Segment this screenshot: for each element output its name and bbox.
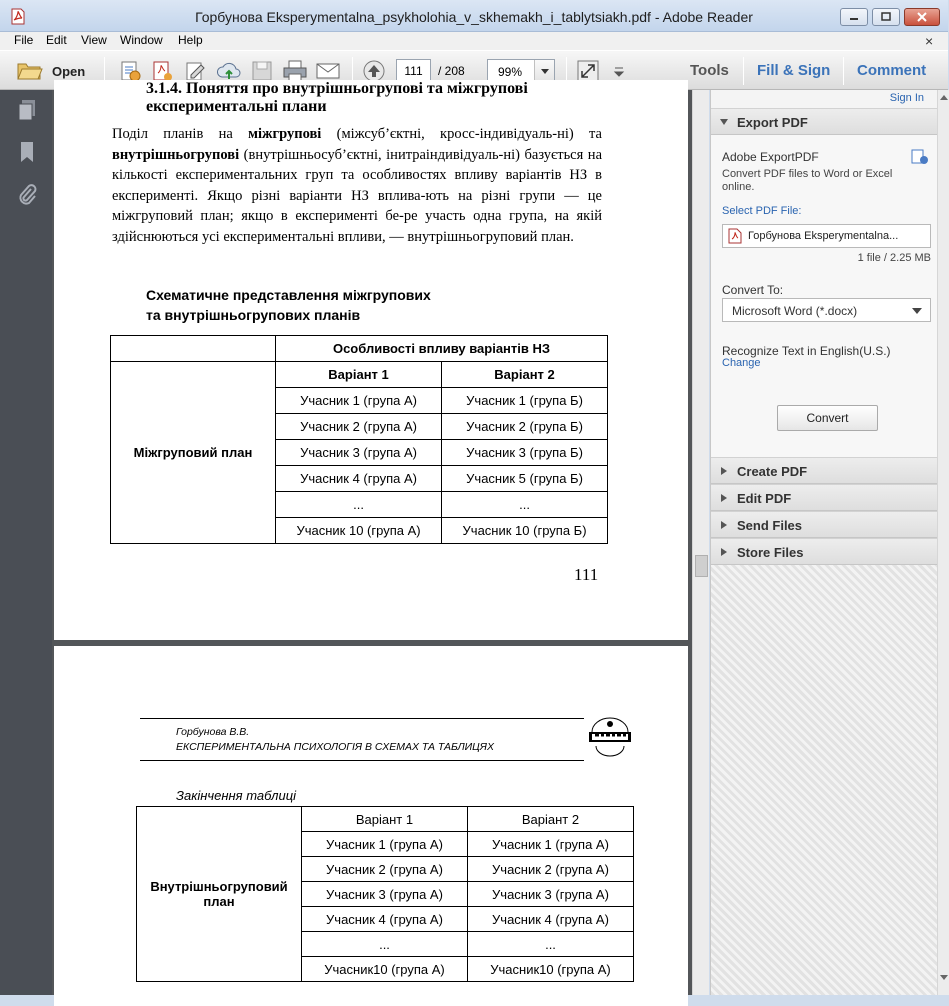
export-title: Adobe ExportPDF bbox=[722, 150, 819, 164]
chevron-down-icon bbox=[535, 60, 555, 82]
store-files-header[interactable]: Store Files bbox=[711, 538, 937, 565]
pdf-page-112 bbox=[54, 646, 688, 1006]
toolbar-separator bbox=[743, 57, 744, 85]
table-row: Учасник 1 (група А) Учасник 1 (група Б) bbox=[111, 388, 608, 414]
header-rule bbox=[140, 760, 584, 761]
zoom-dropdown-arrow[interactable] bbox=[534, 60, 554, 82]
table-row: Учасник 2 (група А) Учасник 2 (група Б) bbox=[111, 414, 608, 440]
attachments-icon[interactable] bbox=[16, 182, 38, 206]
tab-comment[interactable]: Comment bbox=[857, 62, 927, 79]
table-row: Учасник10 (група А) Учасник10 (група А) bbox=[137, 957, 634, 982]
table-row: Учасник 3 (група А) Учасник 3 (група А) bbox=[137, 882, 634, 907]
tab-tools[interactable]: Tools bbox=[690, 62, 729, 79]
table-row: Учасник 2 (група А) Учасник 2 (група А) bbox=[137, 857, 634, 882]
recognize-text-label: Recognize Text in English(U.S.) bbox=[722, 344, 891, 358]
expand-triangle-icon bbox=[719, 547, 729, 557]
convert-format-select[interactable] bbox=[722, 298, 931, 322]
close-icon bbox=[916, 12, 928, 22]
tools-pane bbox=[710, 90, 948, 995]
column-header: Варіант 2 bbox=[442, 362, 608, 388]
close-document-icon[interactable]: × bbox=[925, 33, 934, 49]
toolbar-separator bbox=[843, 57, 844, 85]
header-rule bbox=[140, 718, 584, 719]
create-pdf-header[interactable]: Create PDF bbox=[711, 457, 937, 484]
empty-pane-area bbox=[711, 565, 937, 995]
file-info: 1 file / 2.25 MB bbox=[857, 252, 931, 264]
menu-window[interactable]: Window bbox=[120, 33, 163, 47]
change-language-link[interactable]: Change bbox=[722, 357, 761, 369]
menu-edit[interactable]: Edit bbox=[46, 33, 67, 47]
row-label: Внутрішньогруповий план bbox=[137, 807, 302, 982]
empty-header-cell bbox=[111, 336, 276, 362]
table-caption: Схематичне представлення міжгрупових та внутрішньогрупових планів bbox=[146, 287, 431, 323]
expand-triangle-icon bbox=[719, 493, 729, 503]
column-header: Варіант 1 bbox=[302, 807, 468, 832]
window-title: Горбунова Eksperymentalna_psykholohia_v_skhemakh_i_tablytsiakh.pdf - Adobe Reader bbox=[195, 9, 753, 25]
page-thumbnails-icon[interactable] bbox=[16, 98, 38, 122]
select-file-label: Select PDF File: bbox=[722, 205, 802, 217]
tab-fill-sign[interactable]: Fill & Sign bbox=[757, 62, 831, 79]
collapse-triangle-icon bbox=[719, 117, 729, 127]
open-label: Open bbox=[52, 64, 86, 79]
publisher-logo-icon bbox=[586, 714, 634, 758]
edit-pdf-header[interactable]: Edit PDF bbox=[711, 484, 937, 511]
export-service-icon bbox=[911, 149, 929, 165]
document-view[interactable] bbox=[52, 80, 692, 995]
paragraph: Поділ планів на міжгрупові (міжсуб’єктні, кросс-індивідуаль-ні) та внутрішньогрупові (внутрішньосуб’єктні, інитраіндивідуаль-ні) базується на кількості експериментальних груп та особливостях впливу варіантів НЗ в експерименті. Якщо різні варіанти НЗ вплива-ють на різні групи — це міжгруповий план; якщо в експерименті бе-ре участь одна група, на якій здійснюються усі експериментальні впливи, — внутрішньогруповий план. bbox=[112, 126, 602, 245]
section-heading: 3.1.4. Поняття про внутрішньогрупові та міжгрупові експериментальні плани bbox=[146, 80, 528, 115]
pdf-page-111 bbox=[54, 80, 688, 640]
sign-in-link[interactable]: Sign In bbox=[889, 92, 924, 104]
column-header: Варіант 2 bbox=[468, 807, 634, 832]
page-total: / 208 bbox=[438, 64, 465, 78]
table-row: ... ... bbox=[111, 492, 608, 518]
bookmarks-icon[interactable] bbox=[16, 140, 38, 164]
export-pdf-panel bbox=[711, 135, 937, 465]
expand-triangle-icon bbox=[719, 520, 729, 530]
chevron-down-icon bbox=[912, 308, 922, 314]
column-header: Варіант 1 bbox=[276, 362, 442, 388]
table-row: ... ... bbox=[137, 932, 634, 957]
table-header: Особливості впливу варіантів НЗ bbox=[276, 336, 608, 362]
convert-button[interactable]: Convert bbox=[777, 405, 878, 431]
scroll-up-icon[interactable] bbox=[940, 94, 948, 100]
continuation-caption: Закінчення таблиці bbox=[176, 788, 297, 803]
folder-icon bbox=[16, 58, 44, 82]
pdf-file-icon bbox=[728, 228, 742, 244]
row-label: Міжгруповий план bbox=[111, 362, 276, 544]
convert-format-value: Microsoft Word (*.docx) bbox=[732, 304, 858, 318]
page-number: 111 bbox=[574, 565, 599, 584]
menu-bar bbox=[0, 32, 948, 50]
within-group-table bbox=[136, 806, 634, 982]
zoom-value: 99% bbox=[498, 65, 523, 79]
menu-file[interactable]: File bbox=[14, 33, 34, 47]
between-group-table bbox=[110, 335, 608, 544]
scroll-down-icon[interactable] bbox=[940, 975, 948, 981]
minimize-icon bbox=[848, 12, 860, 22]
minimize-button[interactable] bbox=[840, 8, 868, 26]
maximize-button[interactable] bbox=[872, 8, 900, 26]
export-pdf-header[interactable]: Export PDF bbox=[711, 108, 937, 135]
document-scrollbar[interactable] bbox=[692, 90, 709, 995]
left-navigation-pane bbox=[0, 90, 52, 995]
convert-to-label: Convert To: bbox=[722, 283, 784, 297]
table-row: Учасник 1 (група А) Учасник 1 (група А) bbox=[137, 832, 634, 857]
table-row: Учасник 4 (група А) Учасник 5 (група Б) bbox=[111, 466, 608, 492]
close-button[interactable] bbox=[904, 8, 940, 26]
expand-triangle-icon bbox=[719, 466, 729, 476]
header-author: Горбунова В.В. bbox=[176, 726, 250, 738]
table-row: Учасник 3 (група А) Учасник 3 (група Б) bbox=[111, 440, 608, 466]
table-row: Учасник 10 (група А) Учасник 10 (група Б) bbox=[111, 518, 608, 544]
page-number-input[interactable]: 111 bbox=[396, 59, 431, 83]
restore-icon bbox=[880, 12, 892, 22]
scrollbar-thumb[interactable] bbox=[695, 555, 708, 577]
menu-help[interactable]: Help bbox=[178, 33, 203, 47]
file-name: Горбунова Eksperymentalna... bbox=[748, 230, 899, 242]
title-bar bbox=[0, 0, 948, 32]
selected-file-field[interactable] bbox=[722, 224, 931, 248]
header-book-title: ЕКСПЕРИМЕНТАЛЬНА ПСИХОЛОГІЯ В СХЕМАХ ТА ТАБЛИЦЯХ bbox=[176, 741, 494, 753]
export-description: Convert PDF files to Word or Excel online. bbox=[722, 168, 893, 193]
tools-pane-scrollbar[interactable] bbox=[937, 90, 949, 995]
menu-view[interactable]: View bbox=[81, 33, 107, 47]
send-files-header[interactable]: Send Files bbox=[711, 511, 937, 538]
table-row: Учасник 4 (група А) Учасник 4 (група А) bbox=[137, 907, 634, 932]
